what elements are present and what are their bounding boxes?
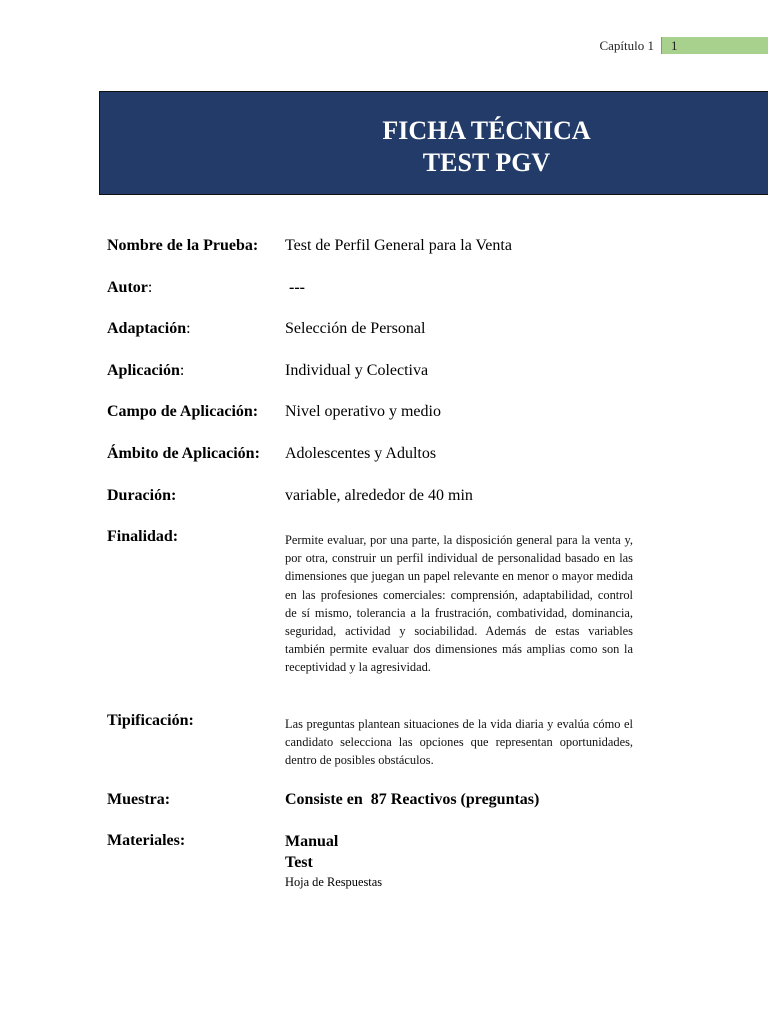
materials-item: Test [285, 854, 313, 871]
field-label: Duración: [107, 487, 177, 504]
field-label: Tipificación: [107, 712, 194, 729]
field-value: --- [289, 279, 305, 296]
title-line-2: TEST PGV [422, 148, 551, 177]
field-value: Adolescentes y Adultos [285, 445, 437, 462]
materials-list [285, 831, 382, 892]
field-label: Autor: [107, 279, 153, 296]
field-value: Nivel operativo y medio [285, 403, 441, 420]
title-banner [99, 91, 768, 195]
field-label: Campo de Aplicación: [107, 403, 259, 420]
field-value: Selección de Personal [285, 320, 426, 337]
field-label: Muestra: [107, 791, 171, 808]
materials-item: Manual [285, 833, 339, 850]
field-value: Consiste en 87 Reactivos (preguntas) [285, 791, 540, 808]
field-value: variable, alrededor de 40 min [285, 487, 473, 504]
field-label: Adaptación: [107, 320, 191, 337]
field-label: Nombre de la Prueba: [107, 237, 259, 254]
field-value: Individual y Colectiva [285, 362, 429, 379]
field-label: Finalidad: [107, 528, 179, 545]
materials-item: Hoja de Respuestas [285, 875, 383, 889]
field-paragraph: Las preguntas plantean situaciones de la vida diaria y evalúa cómo el candidato selecciona las opciones que representan oportunidades, dentro de posibles obstáculos. [285, 717, 633, 768]
header-chapter: Capítulo 1 [599, 38, 654, 53]
field-paragraph: Permite evaluar, por una parte, la disposición general para la venta y, por otra, construir un perfil individual de personalidad basado en las dimensiones que juegan un papel relevante en menor o mayor medida en las profesiones comerciales: comprensión, adaptabilidad, control de sí mismo, tolerancia a la frustración, combatividad, dominancia, seguridad, actividad y sociabilidad. Además de estas variables también permite evaluar dos dimensiones más amplias como son la receptividad y la agresividad. [285, 533, 633, 675]
title-line-1: FICHA TÉCNICA [382, 116, 591, 145]
page-number-badge: 1 [662, 37, 768, 54]
field-label: Aplicación: [107, 362, 185, 379]
page-header [0, 37, 768, 55]
field-label: Ámbito de Aplicación: [107, 445, 260, 462]
field-value: Test de Perfil General para la Venta [285, 237, 512, 254]
field-label: Materiales: [107, 832, 186, 849]
